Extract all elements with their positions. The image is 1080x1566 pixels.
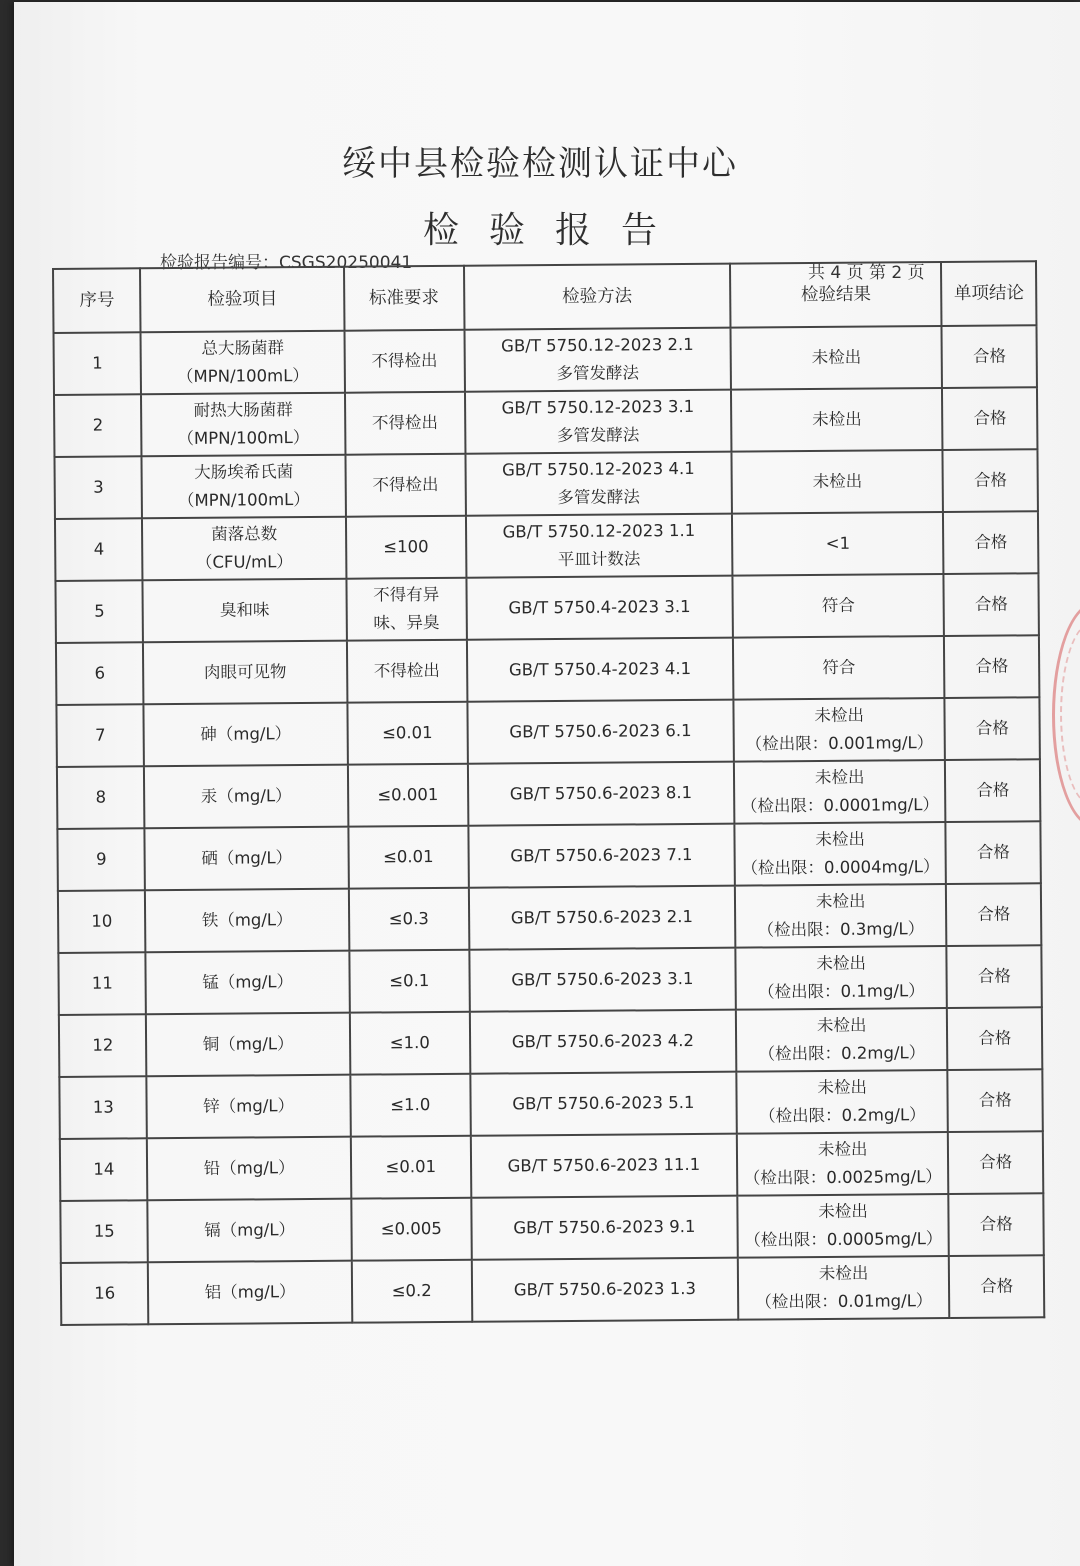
cell-result-line: 未检出 [815,829,866,850]
cell-method-line: GB/T 5750.6-2023 5.1 [512,1092,695,1114]
cell-item-line: 肉眼可见物 [203,662,287,682]
table-row [54,449,1037,519]
table-row [55,511,1038,581]
cell-conclusion: 合格 [942,387,1037,450]
cell-item-line: 耐热大肠菌群 [193,400,293,420]
cell-standard-line: ≤1.0 [390,1095,431,1115]
column-header-seq: 序号 [53,268,141,333]
report-number: 检验报告编号：CSGS20250041 [160,253,413,273]
cell-standard-line: ≤0.1 [389,971,430,991]
cell-result-line: （检出限：0.0025mg/L） [743,1167,942,1188]
cell-standard [344,330,464,393]
cell-item [147,1075,351,1139]
cell-standard-line: ≤0.3 [388,909,429,929]
cell-standard-line: 不得有异 [373,584,440,605]
cell-item [143,579,347,643]
cell-method [470,1010,737,1074]
cell-result [733,636,945,700]
cell-method-line: GB/T 5750.6-2023 9.1 [513,1216,696,1238]
cell-conclusion: 合格 [942,325,1037,388]
cell-result-line: 未检出 [816,1015,867,1036]
cell-method-line: 多管发酵法 [556,363,639,384]
table-row [61,1255,1044,1325]
cell-method [466,576,733,640]
cell-result-line: 符合 [821,595,855,615]
cell-standard [348,826,468,889]
cell-item [146,951,350,1015]
cell-item [142,455,346,519]
cell-item [143,641,347,705]
table-row [56,697,1039,767]
cell-result [737,1132,949,1196]
cell-result [734,822,946,886]
cell-item [148,1199,352,1263]
cell-result-line: 未检出 [815,891,866,912]
cell-result-line: 未检出 [814,767,865,788]
cell-conclusion: 合格 [944,573,1039,636]
cell-item-line: （MPN/100mL） [177,427,310,449]
cell-standard [350,1074,470,1137]
cell-conclusion: 合格 [945,759,1040,822]
cell-result-line: 未检出 [818,1263,869,1284]
cell-method-line: 多管发酵法 [557,487,640,508]
table-body [54,325,1045,1325]
page-indicator: 共 4 页 第 2 页 [808,263,925,283]
cell-item-line: （CFU/mL） [195,552,293,572]
cell-conclusion: 合格 [947,945,1042,1008]
cell-item [141,331,345,395]
cell-item-line: 铁（mg/L） [201,910,293,930]
cell-method [469,948,736,1012]
cell-standard [349,950,469,1013]
cell-method [470,1134,737,1198]
cell-item [145,889,349,953]
cell-result [736,1070,948,1134]
cell-result [731,450,943,514]
organization-title: 绥中县检验检测认证中心 [342,144,738,184]
cell-seq: 10 [58,890,146,953]
cell-item-line: 菌落总数 [211,524,278,544]
document-title: 检验报告 [422,210,687,251]
cell-method-line: GB/T 5750.12-2023 4.1 [502,458,695,480]
cell-item [141,393,345,457]
cell-conclusion: 合格 [947,1007,1042,1070]
cell-standard [345,392,465,455]
cell-result-line: （检出限：0.0004mg/L） [741,857,940,878]
cell-seq: 3 [54,456,142,519]
cell-method-line: GB/T 5750.6-2023 1.3 [513,1278,696,1300]
cell-standard [345,454,465,517]
cell-method [471,1196,738,1260]
cell-result-line: （检出限：0.01mg/L） [755,1291,933,1312]
cell-seq: 7 [56,704,144,767]
cell-method [471,1258,738,1322]
cell-standard-line: ≤0.01 [381,723,433,743]
cell-seq: 8 [57,766,145,829]
cell-seq: 6 [56,642,144,705]
cell-item [144,703,348,767]
cell-standard-line: ≤0.2 [391,1281,432,1301]
cell-item-line: 镉（mg/L） [204,1220,296,1240]
cell-result [732,512,944,576]
cell-seq: 5 [55,580,143,643]
column-header-standard: 标准要求 [344,266,464,331]
cell-standard [347,702,467,765]
cell-conclusion: 合格 [944,635,1039,698]
cell-method [468,762,735,826]
cell-result-line: 符合 [822,657,856,677]
cell-method [470,1072,737,1136]
cell-method [469,886,736,950]
table-row [58,945,1041,1015]
cell-item-line: 硒（mg/L） [201,848,293,868]
cell-item-line: 锌（mg/L） [203,1096,295,1116]
cell-method-line: GB/T 5750.4-2023 3.1 [508,596,691,618]
cell-method [467,700,734,764]
cell-standard [351,1136,471,1199]
cell-result [736,1008,948,1072]
table-row [60,1193,1043,1263]
cell-conclusion: 合格 [949,1193,1044,1256]
cell-item-line: 砷（mg/L） [200,724,292,744]
cell-result-line: （检出限：0.0005mg/L） [744,1229,943,1250]
cell-method-line: GB/T 5750.6-2023 8.1 [509,782,693,804]
cell-conclusion: 合格 [945,697,1040,760]
table-row [58,883,1041,953]
table-row [59,1069,1042,1139]
table-row [60,1131,1043,1201]
cell-conclusion: 合格 [943,449,1038,512]
cell-result-line: 未检出 [817,1139,868,1160]
cell-method-line: GB/T 5750.6-2023 6.1 [509,720,692,742]
cell-conclusion: 合格 [948,1131,1043,1194]
cell-result-line: 未检出 [812,471,863,492]
inspection-results-table [52,260,1045,1326]
cell-result-line: 未检出 [816,953,867,974]
cell-seq: 14 [60,1138,148,1201]
cell-result [737,1194,949,1258]
cell-seq: 15 [60,1200,148,1263]
cell-result-line: 未检出 [811,347,862,368]
cell-result-line: （检出限：0.2mg/L） [758,1043,926,1064]
cell-item [145,827,349,891]
cell-standard-line: 不得检出 [371,350,438,371]
cell-method-line: 多管发酵法 [556,425,640,446]
cell-method-line: GB/T 5750.12-2023 3.1 [501,396,695,418]
table-header-row [53,261,1036,333]
cell-result-line: 未检出 [817,1077,867,1098]
cell-method-line: GB/T 5750.6-2023 4.2 [511,1030,695,1052]
table-row [57,821,1040,891]
cell-standard-line: 不得检出 [373,660,440,681]
cell-seq: 4 [55,518,143,581]
cell-result [738,1256,950,1320]
cell-item-line: 臭和味 [219,600,270,620]
cell-seq: 9 [57,828,145,891]
cell-standard [348,764,468,827]
cell-standard [346,578,466,641]
table-row [56,635,1039,705]
cell-method-line: GB/T 5750.12-2023 1.1 [502,520,696,542]
cell-item-line: 铅（mg/L） [203,1158,295,1178]
cell-seq: 16 [61,1262,149,1325]
cell-item-line: 总大肠菌群 [201,338,285,358]
column-header-method: 检验方法 [464,264,731,330]
cell-standard-line: ≤100 [383,537,429,557]
cell-result-line: 未检出 [818,1201,868,1222]
cell-result-line: 未检出 [812,409,862,430]
cell-result [732,574,944,638]
cell-method-line: 平皿计数法 [557,549,641,570]
cell-result-line: （检出限：0.1mg/L） [758,981,925,1002]
cell-method [467,638,734,702]
cell-result-line: （检出限：0.001mg/L） [745,733,934,754]
table-row [57,759,1040,829]
cell-standard [351,1198,471,1261]
cell-method-line: GB/T 5750.6-2023 3.1 [511,968,694,990]
cell-method-line: GB/T 5750.6-2023 7.1 [510,844,693,866]
cell-standard-line: 不得检出 [371,412,438,433]
cell-item-line: （MPN/100mL） [177,489,310,511]
cell-result-line: 未检出 [814,705,865,726]
cell-conclusion: 合格 [943,511,1038,574]
cell-standard [350,1012,470,1075]
cell-standard [349,888,469,951]
cell-item [148,1261,352,1325]
cell-item-line: 铝（mg/L） [204,1282,296,1302]
cell-method [466,514,733,578]
cell-method-line: GB/T 5750.4-2023 4.1 [508,658,692,680]
cell-item-line: （MPN/100mL） [176,365,309,387]
cell-seq: 2 [54,394,142,457]
cell-result [730,326,942,390]
cell-method-line: GB/T 5750.12-2023 2.1 [501,334,694,356]
cell-standard-line: ≤1.0 [389,1033,430,1053]
cell-standard-line: ≤0.001 [377,784,439,805]
cell-standard-line: ≤0.01 [385,1157,437,1177]
table-row [54,387,1037,457]
cell-result [735,946,947,1010]
cell-result [733,698,945,762]
column-header-conclusion: 单项结论 [941,261,1036,326]
cell-item [146,1013,350,1077]
cell-result [735,884,947,948]
cell-result-line: （检出限：0.3mg/L） [757,919,925,940]
column-header-result: 检验结果 [730,262,942,328]
cell-method-line: GB/T 5750.6-2023 2.1 [510,906,694,928]
cell-method [464,328,731,392]
cell-standard [346,516,466,579]
cell-seq: 12 [59,1014,147,1077]
cell-standard-line: 味、异臭 [373,612,440,633]
column-header-item: 检验项目 [140,267,344,333]
cell-method [465,452,732,516]
cell-standard [347,640,467,703]
cell-result [731,388,943,452]
cell-conclusion: 合格 [946,883,1041,946]
cell-result-line: （检出限：0.2mg/L） [759,1105,926,1126]
cell-conclusion: 合格 [949,1255,1044,1318]
cell-method-line: GB/T 5750.6-2023 11.1 [507,1154,701,1176]
cell-seq: 11 [58,952,146,1015]
cell-result-line: <1 [825,533,851,553]
cell-seq: 1 [54,332,142,395]
cell-item-line: 大肠埃希氏菌 [194,462,294,482]
cell-standard-line: ≤0.01 [382,847,434,867]
table-row [54,325,1037,395]
cell-standard-line: 不得检出 [372,474,439,495]
cell-standard-line: ≤0.005 [380,1218,442,1239]
cell-item-line: 汞（mg/L） [200,786,292,806]
cell-seq: 13 [59,1076,147,1139]
table-row [59,1007,1042,1077]
cell-item-line: 铜（mg/L） [202,1034,294,1054]
table-row [55,573,1038,643]
cell-conclusion: 合格 [948,1069,1043,1132]
cell-standard [352,1260,472,1323]
cell-result [734,760,946,824]
cell-method [468,824,735,888]
cell-item [147,1137,351,1201]
cell-item-line: 锰（mg/L） [202,972,294,992]
cell-conclusion: 合格 [946,821,1041,884]
cell-method [465,390,732,454]
cell-item [144,765,348,829]
cell-result-line: （检出限：0.0001mg/L） [740,795,940,816]
cell-item [142,517,346,581]
